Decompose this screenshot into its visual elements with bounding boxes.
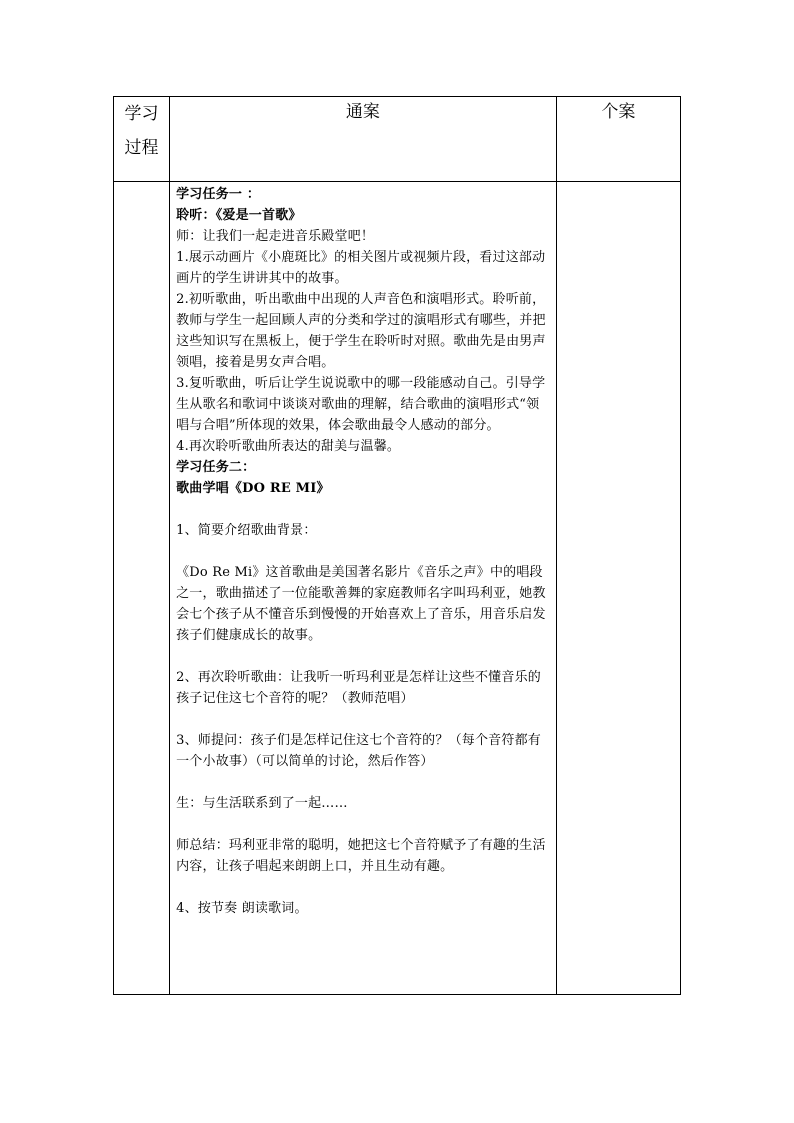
item-1: 1、简要介绍歌曲背景：	[176, 523, 317, 538]
table-body-row	[114, 182, 681, 995]
item-2: 2、再次聆听歌曲：让我听一听玛利亚是怎样让这些不懂音乐的孩子记住这七个音符的呢？（教师范唱）	[176, 670, 541, 706]
task1-subtitle: 聆听：《爱是一首歌》	[176, 208, 302, 223]
header-individual-plan: 个案	[556, 97, 680, 182]
general-plan-cell	[170, 182, 557, 995]
step-4: 4.再次聆听歌曲所表达的甜美与温馨。	[176, 439, 401, 454]
step-2: 2.初听歌曲，听出歌曲中出现的人声音色和演唱形式。聆听前，教师与学生一起回顾人声的分类和学过的演唱形式有哪些，并把这些知识写在黑板上，便于学生在聆听时对照。歌曲先是由男声领唱，接着是男女声合唱。	[176, 292, 546, 370]
lesson-table	[113, 96, 681, 995]
teacher-summary: 师总结：玛利亚非常的聪明，她把这七个音符赋予了有趣的生活内容，让孩子唱起来朗朗上口，并且生动有趣。	[176, 838, 546, 874]
step-1: 1.展示动画片《小鹿斑比》的相关图片或视频片段，看过这部动画片的学生讲讲其中的故事。	[176, 250, 546, 286]
process-cell	[114, 182, 170, 995]
task2-title: 学习任务二：	[176, 460, 256, 475]
item-4: 4、按节奏 朗读歌词。	[176, 901, 308, 916]
student-answer: 生：与生活联系到了一起……	[176, 796, 348, 811]
header-process-cell	[114, 97, 170, 182]
header-general-plan: 通案	[170, 97, 557, 182]
item-3: 3、师提问：孩子们是怎样记住这七个音符的？（每个音符都有一个小故事）（可以简单的讨论，然后作答）	[176, 733, 541, 769]
lesson-content	[170, 182, 556, 919]
header-process-line1: 学习	[124, 104, 159, 124]
header-process-line2: 过程	[124, 138, 159, 158]
task2-subtitle: 歌曲学唱《DO RE MI》	[176, 481, 330, 496]
song-background: 《Do Re Mi》这首歌曲是美国著名影片《音乐之声》中的唱段之一，歌曲描述了一位能歌善舞的家庭教师名字叫玛利亚，她教会七个孩子从不懂音乐到慢慢的开始喜欢上了音乐，用音乐启发孩子们健康成长的故事。	[176, 565, 546, 643]
step-3: 3.复听歌曲，听后让学生说说歌中的哪一段能感动自己。引导学生从歌名和歌词中谈谈对歌曲的理解，结合歌曲的演唱形式“领唱与合唱”所体现的效果，体会歌曲最令人感动的部分。	[176, 376, 546, 433]
teacher-intro: 师：让我们一起走进音乐殿堂吧！	[176, 229, 375, 244]
task1-title: 学习任务一 ：	[176, 187, 261, 202]
table-header-row	[114, 97, 681, 182]
individual-plan-cell	[556, 182, 680, 995]
